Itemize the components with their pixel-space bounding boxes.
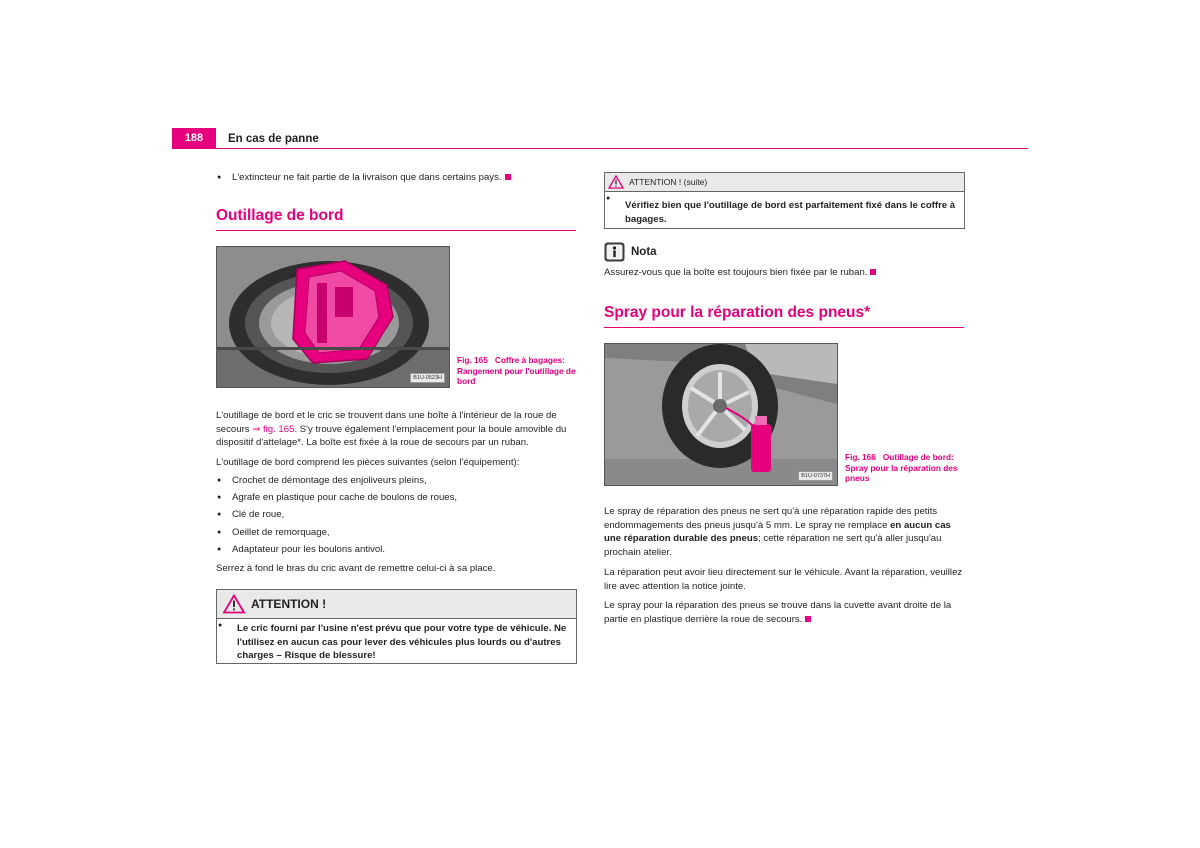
tool-list [216, 474, 578, 556]
end-marker [505, 174, 511, 180]
figure-165-caption: Fig. 165 Coffre à bagages: Rangement pour l'outillage de bord [457, 355, 576, 386]
note-title: Nota [631, 246, 657, 258]
intro-bullet: ● L'extincteur ne fait partie de la livraison que dans certains pays. [216, 171, 592, 185]
list-item: ● Adaptateur pour les boulons antivol. [216, 543, 578, 557]
warning-title: ATTENTION ! [251, 597, 327, 611]
warning-triangle-icon [223, 594, 245, 614]
chapter-title: En cas de panne [228, 133, 319, 145]
list-item: ● Clé de roue, [216, 508, 578, 522]
list-item: ● Agrafe en plastique pour cache de boulons de roues, [216, 491, 578, 505]
figure-166 [604, 343, 838, 486]
figure-code: B1U-0523H [410, 373, 445, 383]
paragraph-spray-1: Le spray de réparation des pneus ne sert qu'à une réparation rapide des petits endommagements des pneus jusqu'à 5 mm. Le spray ne remplace en aucun cas une réparation durable des pneus; cette réparation ne sert qu'à aller jusqu'au prochain atelier. [604, 506, 951, 558]
warning-box-continued [604, 172, 965, 229]
warning-header-continued [605, 173, 964, 192]
list-item: ● Oeillet de remorquage, [216, 526, 578, 540]
warning-text: ● Le cric fourni par l'usine n'est prévu que pour votre type de véhicule. Ne l'utilisez en aucun cas pour lever des véhicules plus lourds ou d'autres charges – Risque de blessure! [217, 619, 576, 663]
note-text: Assurez-vous que la boîte est toujours bien fixée par le ruban. [604, 266, 966, 280]
end-marker [870, 269, 876, 275]
fig-165-link[interactable]: ⇒ fig. 165 [252, 423, 295, 435]
paragraph-spray-2: La réparation peut avoir lieu directement sur le véhicule. Avant la réparation, veuillez lire avec attention la notice jointe. [604, 567, 963, 592]
paragraph-spray-3: Le spray pour la réparation des pneus se trouve dans la cuvette avant droite de la partie en plastique derrière la roue de secours. [604, 600, 952, 625]
paragraph-outillage-3: Serrez à fond le bras du cric avant de remettre celui-ci à sa place. [216, 563, 496, 574]
page-number: 188 [172, 128, 216, 149]
info-note-icon [604, 242, 625, 262]
list-item: ● Crochet de démontage des enjoliveurs pleins, [216, 474, 578, 488]
section-title-spray: Spray pour la réparation des pneus* [604, 303, 964, 328]
figure-code: B1U-0737H [798, 471, 833, 481]
tyre-spray-illustration [605, 344, 837, 485]
end-marker [805, 616, 811, 622]
paragraph-outillage-1: L'outillage de bord et le cric se trouvent dans une boîte à l'intérieur de la roue de secours ⇒ fig. 165. S'y trouve également l'emplacement pour la boule amovible du dispositif d'attelage*. La boîte est fixée à la roue de secours par un ruban. [216, 410, 567, 449]
figure-165 [216, 246, 450, 388]
section-title-outillage: Outillage de bord [216, 206, 576, 231]
warning-text-continued: ● Vérifiez bien que l'outillage de bord est parfaitement fixé dans le coffre à bagages. [605, 192, 964, 226]
spare-wheel-illustration [217, 247, 449, 387]
warning-header [217, 590, 576, 619]
warning-title-continued: ATTENTION ! (suite) [629, 177, 708, 187]
warning-triangle-icon [608, 175, 624, 189]
paragraph-outillage-2: L'outillage de bord comprend les pièces suivantes (selon l'équipement): [216, 457, 520, 468]
warning-box [216, 589, 577, 664]
header-rule [172, 148, 1028, 149]
note-header [604, 242, 964, 262]
figure-166-caption: Fig. 166 Outillage de bord: Spray pour la réparation des pneus [845, 452, 958, 483]
